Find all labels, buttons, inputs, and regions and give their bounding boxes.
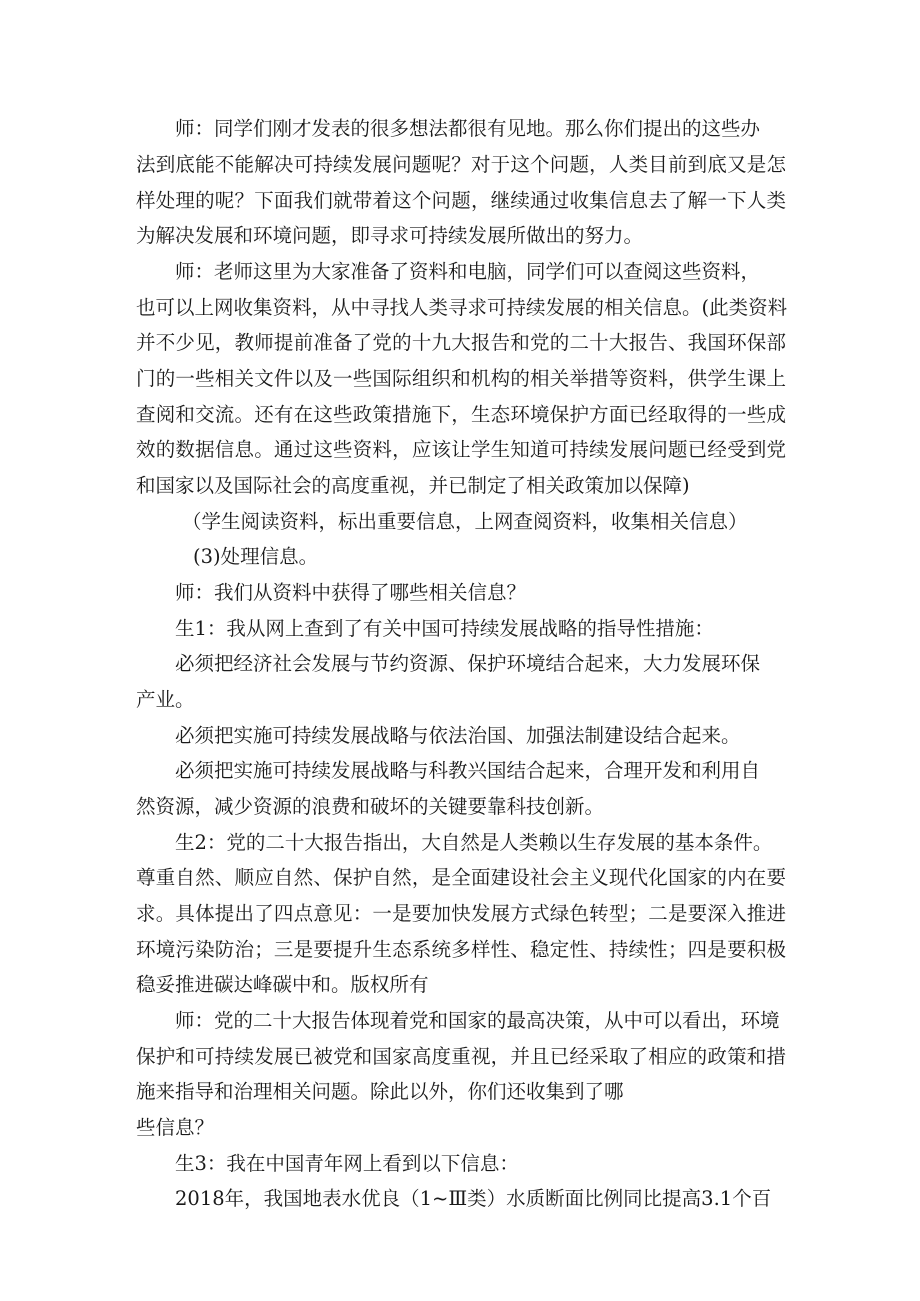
text-line: 生1：我从网上查到了有关中国可持续发展战略的指导性措施：	[175, 617, 714, 640]
text-line: 必须把实施可持续发展战略与依法治国、加强法制建设结合起来。	[175, 724, 741, 747]
text-line: 产业。	[136, 688, 195, 711]
text-line: 门的一些相关文件以及一些国际组织和机构的相关举措等资料，供学生课上	[136, 367, 786, 390]
text-line: 必须把实施可持续发展战略与科教兴国结合起来，合理开发和利用自	[175, 759, 761, 782]
text-line: 和国家以及国际社会的高度重视，并已制定了相关政策加以保障)	[136, 474, 690, 497]
text-line: 生2：党的二十大报告指出，大自然是人类赖以生存发展的基本条件。	[175, 831, 773, 854]
text-line: 并不少见，教师提前准备了党的十九大报告和党的二十大报告、我国环保部	[136, 331, 786, 354]
text-line: 为解决发展和环境问题，即寻求可持续发展所做出的努力。	[136, 224, 644, 247]
text-line: 必须把经济社会发展与节约资源、保护环境结合起来，大力发展环保	[175, 652, 761, 675]
text-line: 些信息？	[136, 1116, 215, 1139]
text-line: 也可以上网收集资料，从中寻找人类寻求可持续发展的相关信息。(此类资料	[136, 296, 788, 319]
text-line: 稳妥推进碳达峰碳中和。版权所有	[136, 973, 429, 996]
text-line: （学生阅读资料，标出重要信息，上网查阅资料，收集相关信息）	[182, 510, 748, 533]
text-line: 环境污染防治；三是要提升生态系统多样性、稳定性、持续性；四是要积极	[136, 938, 786, 961]
text-line: 效的数据信息。通过这些资料，应该让学生知道可持续发展问题已经受到党	[136, 438, 786, 461]
text-line: 求。具体提出了四点意见：一是要加快发展方式绿色转型；二是要深入推进	[136, 902, 786, 925]
text-line: 样处理的呢？下面我们就带着这个问题，继续通过收集信息去了解一下人类	[136, 189, 786, 212]
text-line: 施来指导和治理相关问题。除此以外，你们还收集到了哪	[136, 1080, 624, 1103]
text-line: 然资源，减少资源的浪费和破坏的关键要靠科技创新。	[136, 795, 605, 818]
text-line: 保护和可持续发展已被党和国家高度重视，并且已经采取了相应的政策和措	[136, 1045, 786, 1068]
text-line: 师：我们从资料中获得了哪些相关信息？	[175, 581, 527, 604]
text-line: 尊重自然、顺应自然、保护自然，是全面建设社会主义现代化国家的内在要	[136, 866, 786, 889]
text-line: 师：党的二十大报告体现着党和国家的最高决策，从中可以看出，环境	[175, 1009, 780, 1032]
text-line: 法到底能不能解决可持续发展问题呢？对于这个问题，人类目前到底又是怎	[136, 153, 786, 176]
text-line: 查阅和交流。还有在这些政策措施下，生态环境保护方面已经取得的一些成	[136, 403, 786, 426]
section-heading: (3)处理信息。	[193, 545, 319, 568]
text-line: 2018年，我国地表水优良（1~Ⅲ类）水质断面比例同比提高3.1个百	[175, 1187, 772, 1210]
text-line: 生3：我在中国青年网上看到以下信息：	[175, 1152, 519, 1175]
text-line: 师：同学们刚才发表的很多想法都很有见地。那么你们提出的这些办	[175, 117, 761, 140]
text-line: 师：老师这里为大家准备了资料和电脑，同学们可以查阅这些资料，	[175, 260, 761, 283]
